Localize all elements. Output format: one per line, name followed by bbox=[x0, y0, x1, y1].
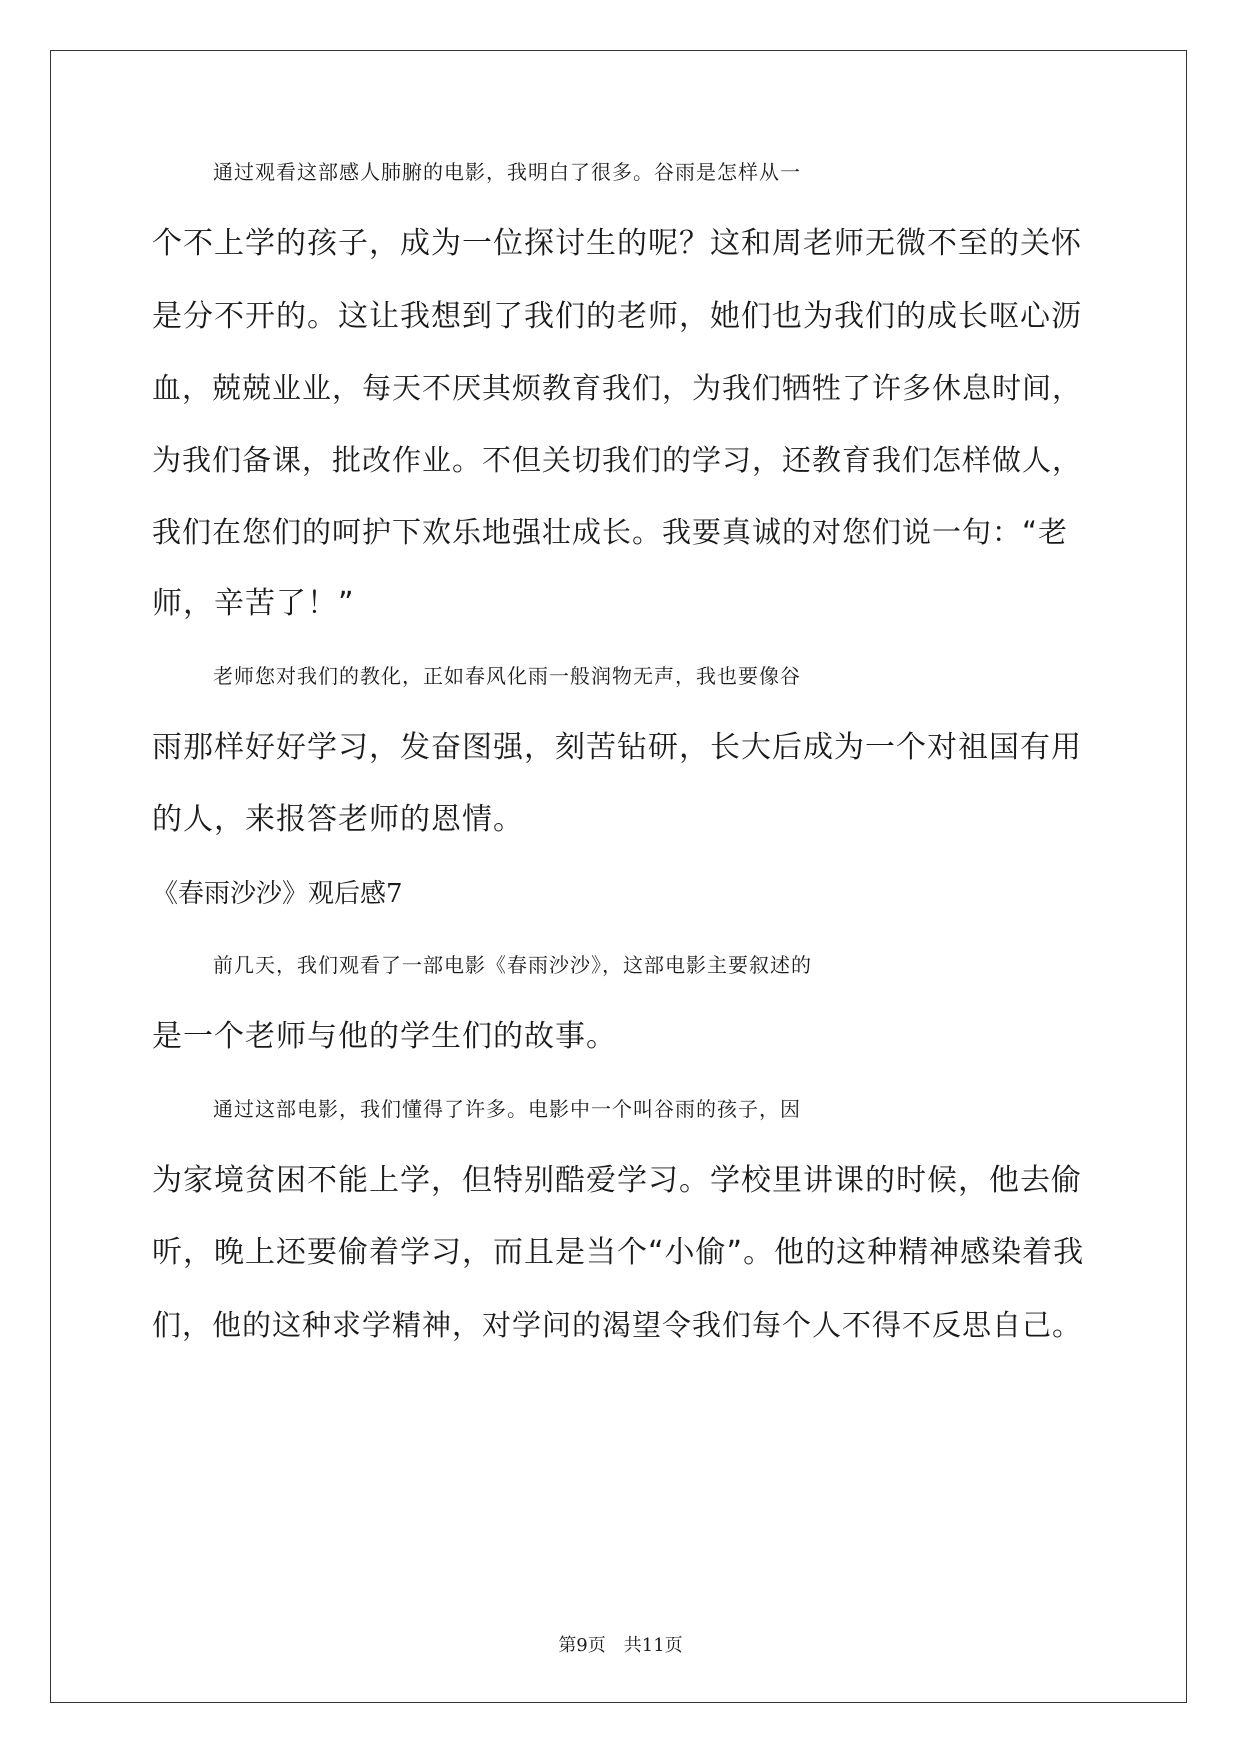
paragraph-line: 为家境贫困不能上学，但特别酷爱学习。学校里讲课的时候，他去偷 bbox=[152, 1163, 1082, 1198]
paragraph-line: 为我们备课，批改作业。不但关切我们的学习，还教育我们怎样做人， bbox=[152, 443, 1083, 477]
paragraph-line: 个不上学的孩子，成为一位探讨生的呢？这和周老师无微不至的关怀 bbox=[152, 226, 1082, 261]
paragraph-line: 血，兢兢业业，每天不厌其烦教育我们，为我们牺牲了许多休息时间， bbox=[152, 371, 1083, 405]
paragraph-line: 师，辛苦了！” bbox=[152, 586, 355, 621]
paragraph-line: 是一个老师与他的学生们的故事。 bbox=[152, 1019, 617, 1054]
section-heading: 《春雨沙沙》观后感7 bbox=[152, 879, 403, 909]
paragraph-line: 们，他的这种求学精神，对学问的渴望令我们每个人不得不反思自己。 bbox=[152, 1308, 1083, 1342]
paragraph-line: 是分不开的。这让我想到了我们的老师，她们也为我们的成长呕心沥 bbox=[152, 299, 1082, 334]
paragraph-line: 老师您对我们的教化，正如春风化雨一般润物无声，我也要像谷 bbox=[213, 664, 801, 688]
paragraph-line: 通过观看这部感人肺腑的电影，我明白了很多。谷雨是怎样从一 bbox=[213, 160, 801, 184]
page-footer: 第9页 共11页 bbox=[558, 1635, 683, 1656]
paragraph-line: 雨那样好好学习，发奋图强，刻苦钻研，长大后成为一个对祖国有用 bbox=[152, 730, 1082, 765]
paragraph-line: 通过这部电影，我们懂得了许多。电影中一个叫谷雨的孩子，因 bbox=[213, 1097, 801, 1121]
paragraph-line: 听，晚上还要偷着学习，而且是当个“小偷”。他的这种精神感染着我 bbox=[152, 1235, 1085, 1270]
paragraph-line: 的人，来报答老师的恩情。 bbox=[152, 802, 524, 837]
paragraph-line: 我们在您们的呵护下欢乐地强壮成长。我要真诚的对您们说一句：“老 bbox=[152, 515, 1069, 549]
paragraph-line: 前几天，我们观看了一部电影《春雨沙沙》，这部电影主要叙述的 bbox=[213, 953, 812, 977]
